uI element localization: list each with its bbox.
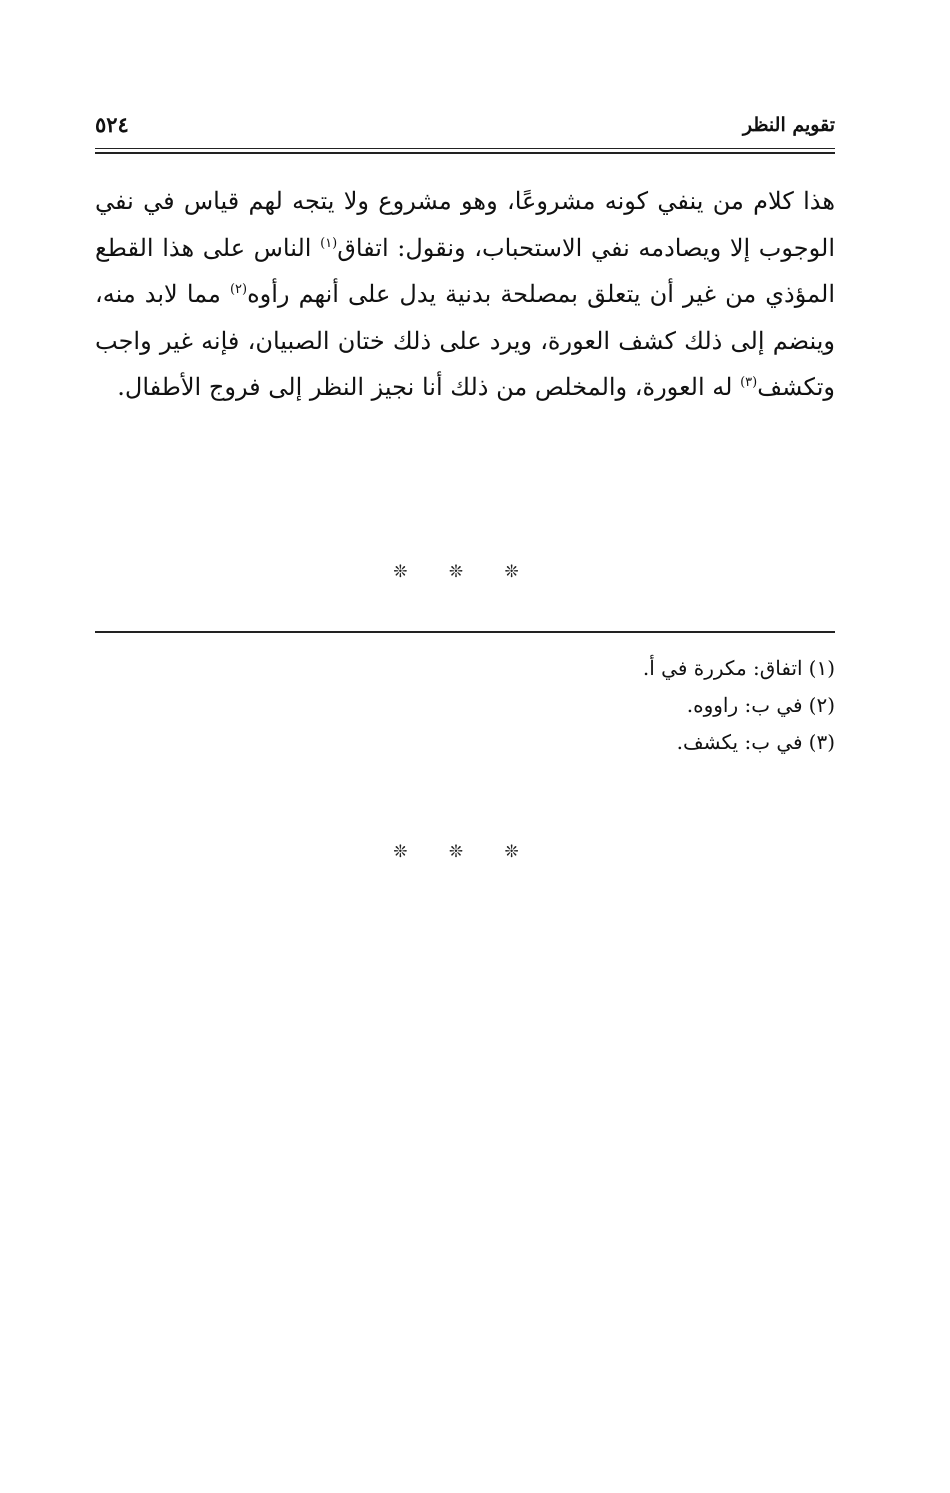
- running-header: [95, 108, 835, 148]
- footnote-rule: [95, 631, 835, 633]
- page-number: ٥٢٤: [95, 112, 129, 137]
- footnote-ref-2[interactable]: (٢): [229, 282, 248, 297]
- footnote-item: [95, 650, 835, 687]
- footnote-item: [95, 724, 835, 761]
- section-separator: ❊ ❊ ❊: [393, 562, 537, 582]
- header-rule-thick: [95, 152, 835, 154]
- body-text-segment-3: مما لابد منه، وينضم إلى ذلك كشف العورة، ويرد على ذلك ختان الصبيان، فإنه غير واجب وتكشف: [95, 280, 835, 401]
- footnote-number: (١): [808, 656, 835, 680]
- footnotes-list: [95, 650, 835, 761]
- book-page: [95, 0, 835, 1493]
- footnote-ref-3[interactable]: (٣): [740, 375, 758, 390]
- footnote-item: [95, 687, 835, 724]
- body-text-segment-1: هذا كلام من ينفي كونه مشروعًا، وهو مشروع ولا يتجه لهم قياس في نفي الوجوب إلا ويصادمه نفي الاستحباب، ونقول: اتفاق: [95, 187, 835, 262]
- footnote-text: اتفاق: مكررة في أ.: [642, 656, 803, 680]
- footnote-text: في ب: يكشف.: [676, 730, 803, 754]
- header-rule-thin: [95, 148, 835, 149]
- body-text-segment-4: له العورة، والمخلص من ذلك أنا نجيز النظر إلى فروج الأطفال.: [117, 373, 741, 401]
- end-separator: ❊ ❊ ❊: [393, 842, 537, 862]
- running-header-title: تقويم النظر: [742, 114, 835, 136]
- footnote-text: في ب: راووه.: [686, 693, 803, 717]
- footnote-number: (٣): [808, 730, 835, 754]
- body-paragraph: [95, 178, 835, 411]
- body-text-segment-2: الناس على هذا القطع المؤذي من غير أن يتعلق بمصلحة بدنية يدل على أنهم رأوه: [95, 233, 835, 308]
- footnote-ref-1[interactable]: (١): [320, 235, 338, 251]
- footnote-number: (٢): [808, 693, 835, 717]
